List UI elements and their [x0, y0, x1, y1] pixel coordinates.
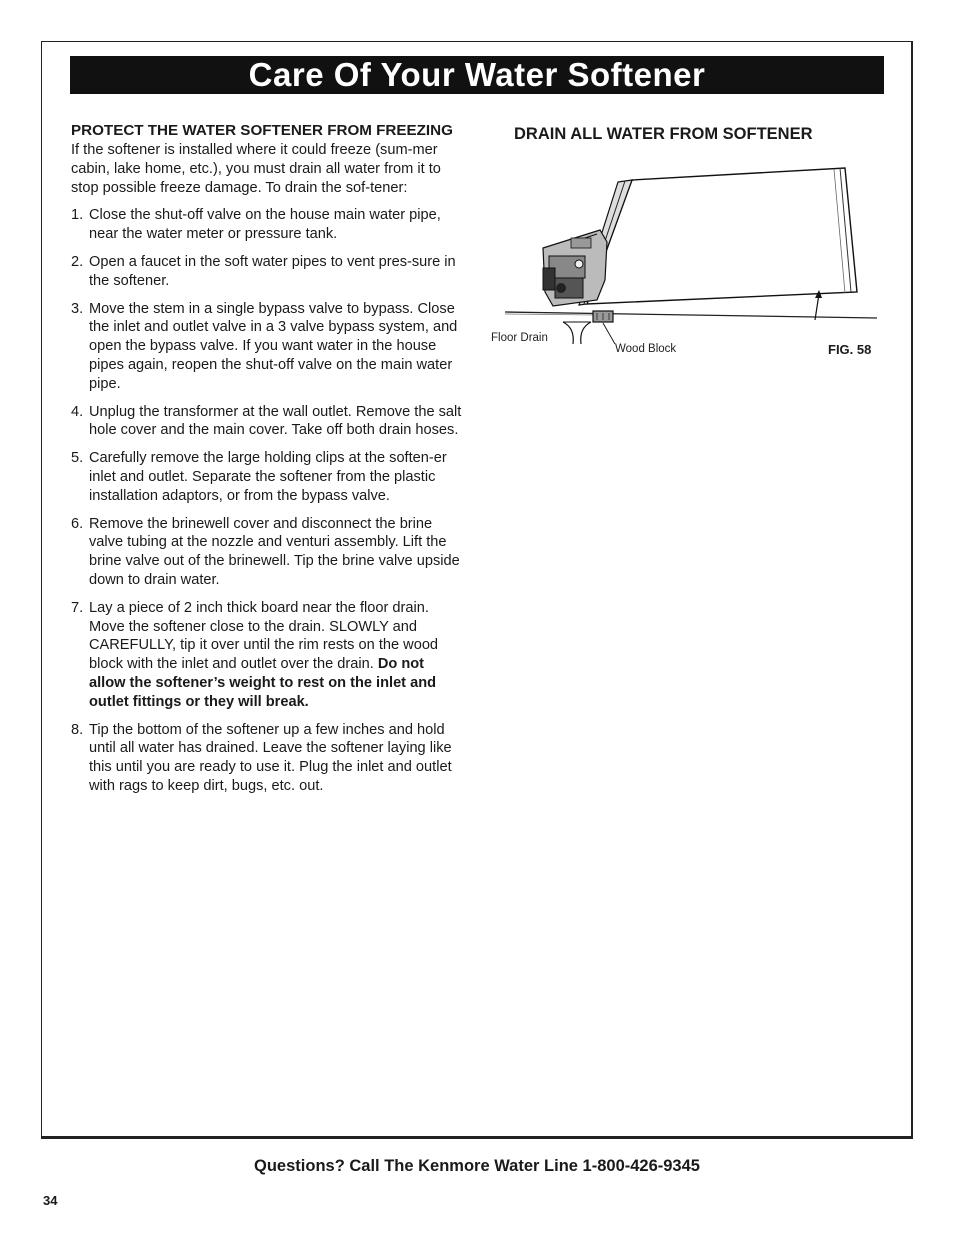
step-text: Lay a piece of 2 inch thick board near the floor drain. Move the softener close to the drain. SLOWLY and CAREFULLY, tip it over until the rim rests on the wood block with the inlet and outlet over the drain.	[89, 599, 439, 673]
step-text: Close the shut-off valve on the house main water pipe, near the water meter or pressure tank.	[89, 207, 441, 243]
step-number: 1.	[71, 207, 84, 224]
freeze-protection-section	[71, 121, 463, 805]
step-item	[71, 206, 463, 244]
step-number: 2.	[71, 253, 84, 270]
softener-drain-figure	[485, 160, 885, 365]
step-item	[71, 515, 463, 590]
page-title: Care Of Your Water Softener	[70, 56, 884, 94]
step-number: 4.	[71, 403, 84, 420]
wood-block-label: Wood Block	[615, 343, 677, 355]
figure-number: FIG. 58	[828, 342, 872, 357]
warning-note: Do not allow the softener’s weight to rest on the inlet and outlet fittings or they will break.	[89, 656, 437, 710]
step-text: Unplug the transformer at the wall outlet. Remove the salt hole cover and the main cover. Take off both drain hoses.	[89, 403, 462, 439]
step-number: 5.	[71, 450, 84, 467]
step-text: Carefully remove the large holding clips at the soften-er inlet and outlet. Separate the softener from the plastic installation adaptors, or from the bypass valve.	[89, 450, 447, 504]
step-text: Open a faucet in the soft water pipes to vent pres-sure in the softener.	[89, 253, 456, 289]
page-number: 34	[43, 1193, 58, 1208]
step-number: 8.	[71, 721, 84, 738]
section-heading: PROTECT THE WATER SOFTENER FROM FREEZING	[71, 122, 453, 139]
step-item	[71, 300, 463, 394]
step-item	[71, 599, 463, 712]
drain-section-heading: DRAIN ALL WATER FROM SOFTENER	[514, 125, 813, 143]
step-item	[71, 253, 463, 291]
step-text: Move the stem in a single bypass valve to bypass. Close the inlet and outlet valve in a 3 valve bypass system, and open the bypass valve. If you want water in the house pipes again, reopen the shut-off valve on the main water pipe.	[89, 300, 458, 392]
intro-paragraph: If the softener is installed where it could freeze (sum-mer cabin, lake home, etc.), you must drain all water from it to stop possible freeze damage. To drain the sof-tener:	[71, 142, 441, 196]
step-item	[71, 403, 463, 441]
step-number: 6.	[71, 515, 84, 532]
step-text: Tip the bottom of the softener up a few inches and hold until all water has drained. Leave the softener laying like this until you are ready to use it. Plug the inlet and outlet with rags to keep dirt, bugs, etc. out.	[89, 721, 452, 794]
step-number: 3.	[71, 300, 84, 317]
step-item	[71, 721, 463, 796]
step-item	[71, 449, 463, 505]
step-text: Remove the brinewell cover and disconnect the brine valve tubing at the nozzle and venturi assembly. Lift the brine valve out of the brinewell. Tip the brine valve upside down to drain water.	[89, 515, 460, 588]
footer-helpline: Questions? Call The Kenmore Water Line 1-800-426-9345	[254, 1157, 700, 1175]
step-number: 7.	[71, 599, 84, 616]
steps-list	[71, 206, 463, 795]
floor-drain-label: Floor Drain	[491, 332, 548, 344]
